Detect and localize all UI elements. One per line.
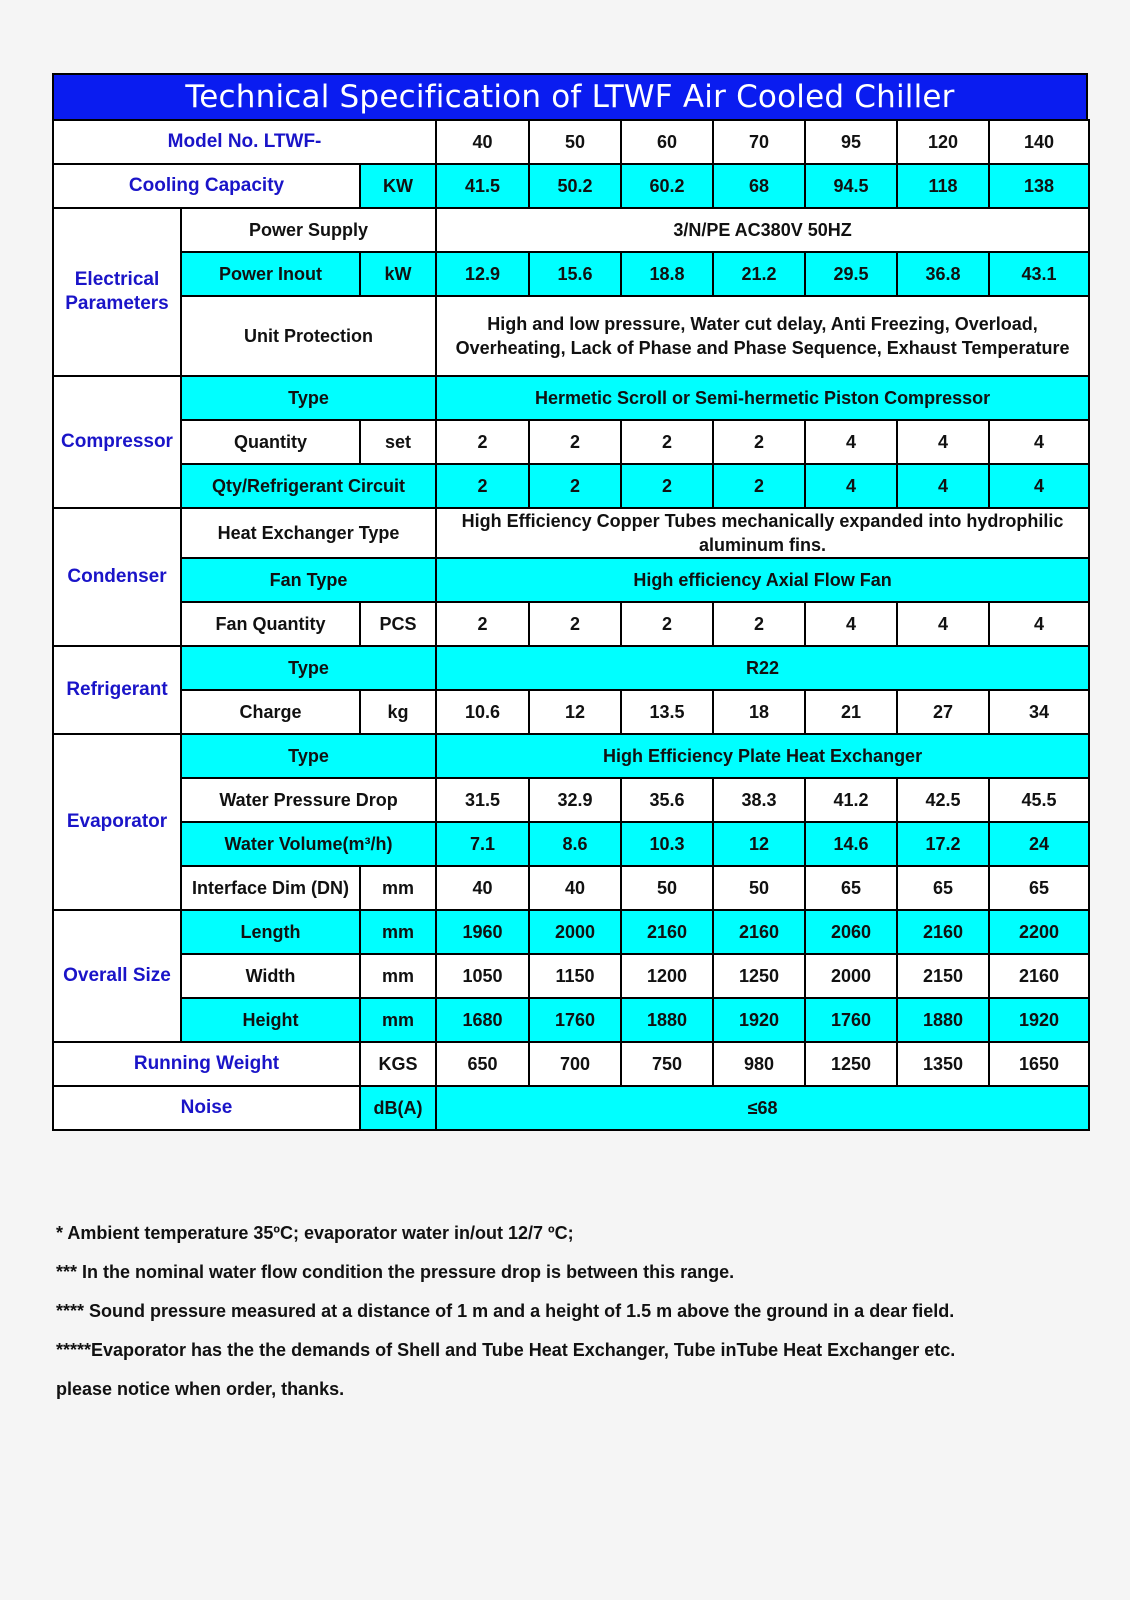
group-condenser: Condenser <box>53 508 181 646</box>
weight-value: 700 <box>529 1042 621 1086</box>
water-volume-label: Water Volume(m³/h) <box>181 822 436 866</box>
length-value: 2160 <box>713 910 805 954</box>
model-cell: 50 <box>529 120 621 164</box>
interface-label: Interface Dim (DN) <box>181 866 360 910</box>
model-cell: 140 <box>989 120 1089 164</box>
charge-label: Charge <box>181 690 360 734</box>
cooling-value: 138 <box>989 164 1089 208</box>
width-value: 1050 <box>436 954 529 998</box>
qty-circuit-value: 4 <box>805 464 897 508</box>
evaporator-type-value: High Efficiency Plate Heat Exchanger <box>436 734 1089 778</box>
length-value: 1960 <box>436 910 529 954</box>
model-cell: 60 <box>621 120 713 164</box>
fan-quantity-value: 2 <box>713 602 805 646</box>
pressure-drop-label: Water Pressure Drop <box>181 778 436 822</box>
compressor-type-value: Hermetic Scroll or Semi-hermetic Piston Compressor <box>436 376 1089 420</box>
row-length <box>53 910 1089 954</box>
row-compressor-type <box>53 376 1089 420</box>
cooling-label: Cooling Capacity <box>53 164 360 208</box>
length-value: 2060 <box>805 910 897 954</box>
fan-quantity-value: 2 <box>621 602 713 646</box>
fan-quantity-label: Fan Quantity <box>181 602 360 646</box>
noise-label: Noise <box>53 1086 360 1130</box>
spec-sheet <box>52 73 1088 1131</box>
compressor-quantity-value: 2 <box>621 420 713 464</box>
model-cell: 95 <box>805 120 897 164</box>
interface-value: 40 <box>436 866 529 910</box>
power-input-value: 36.8 <box>897 252 989 296</box>
cooling-value: 41.5 <box>436 164 529 208</box>
height-unit: mm <box>360 998 436 1042</box>
power-input-value: 29.5 <box>805 252 897 296</box>
length-label: Length <box>181 910 360 954</box>
width-value: 1150 <box>529 954 621 998</box>
power-input-unit: kW <box>360 252 436 296</box>
row-fan-type <box>53 558 1089 602</box>
row-refrigerant-type <box>53 646 1089 690</box>
weight-value: 650 <box>436 1042 529 1086</box>
charge-value: 18 <box>713 690 805 734</box>
fan-quantity-value: 2 <box>436 602 529 646</box>
fan-type-value: High efficiency Axial Flow Fan <box>436 558 1089 602</box>
interface-value: 50 <box>621 866 713 910</box>
power-input-value: 43.1 <box>989 252 1089 296</box>
group-evaporator: Evaporator <box>53 734 181 910</box>
weight-unit: KGS <box>360 1042 436 1086</box>
row-width <box>53 954 1089 998</box>
cooling-unit: KW <box>360 164 436 208</box>
compressor-quantity-label: Quantity <box>181 420 360 464</box>
fan-quantity-value: 4 <box>989 602 1089 646</box>
interface-value: 65 <box>897 866 989 910</box>
footnote: * Ambient temperature 35ºC; evaporator water in/out 12/7 ºC; <box>56 1223 574 1243</box>
row-fan-quantity <box>53 602 1089 646</box>
footnote: *****Evaporator has the the demands of Shell and Tube Heat Exchanger, Tube inTube Heat Exchanger etc. <box>56 1340 956 1360</box>
qty-circuit-value: 2 <box>436 464 529 508</box>
water-volume-value: 8.6 <box>529 822 621 866</box>
pressure-drop-value: 31.5 <box>436 778 529 822</box>
qty-circuit-value: 2 <box>713 464 805 508</box>
interface-value: 50 <box>713 866 805 910</box>
power-input-value: 12.9 <box>436 252 529 296</box>
qty-circuit-value: 4 <box>989 464 1089 508</box>
height-value: 1680 <box>436 998 529 1042</box>
length-value: 2200 <box>989 910 1089 954</box>
compressor-quantity-value: 4 <box>897 420 989 464</box>
unit-protection-label: Unit Protection <box>181 296 436 376</box>
pressure-drop-value: 35.6 <box>621 778 713 822</box>
compressor-quantity-value: 4 <box>805 420 897 464</box>
water-volume-value: 14.6 <box>805 822 897 866</box>
width-value: 2160 <box>989 954 1089 998</box>
weight-value: 1250 <box>805 1042 897 1086</box>
width-value: 1200 <box>621 954 713 998</box>
pressure-drop-value: 32.9 <box>529 778 621 822</box>
pressure-drop-value: 45.5 <box>989 778 1089 822</box>
height-value: 1880 <box>897 998 989 1042</box>
length-value: 2160 <box>621 910 713 954</box>
fan-quantity-value: 4 <box>805 602 897 646</box>
length-value: 2160 <box>897 910 989 954</box>
weight-value: 1650 <box>989 1042 1089 1086</box>
row-heat-exchanger-type <box>53 508 1089 558</box>
row-water-pressure-drop <box>53 778 1089 822</box>
interface-value: 65 <box>805 866 897 910</box>
height-value: 1880 <box>621 998 713 1042</box>
cooling-value: 60.2 <box>621 164 713 208</box>
noise-value: ≤68 <box>436 1086 1089 1130</box>
compressor-quantity-value: 4 <box>989 420 1089 464</box>
row-power-input <box>53 252 1089 296</box>
width-unit: mm <box>360 954 436 998</box>
fan-quantity-unit: PCS <box>360 602 436 646</box>
weight-label: Running Weight <box>53 1042 360 1086</box>
height-value: 1760 <box>805 998 897 1042</box>
power-input-label: Power Inout <box>181 252 360 296</box>
length-value: 2000 <box>529 910 621 954</box>
charge-value: 27 <box>897 690 989 734</box>
compressor-type-label: Type <box>181 376 436 420</box>
height-value: 1760 <box>529 998 621 1042</box>
weight-value: 1350 <box>897 1042 989 1086</box>
height-value: 1920 <box>713 998 805 1042</box>
qty-circuit-value: 2 <box>529 464 621 508</box>
water-volume-value: 17.2 <box>897 822 989 866</box>
compressor-quantity-value: 2 <box>713 420 805 464</box>
sheet-title: Technical Specification of LTWF Air Cooled Chiller <box>52 73 1088 119</box>
width-value: 2000 <box>805 954 897 998</box>
row-water-volume <box>53 822 1089 866</box>
row-power-supply <box>53 208 1089 252</box>
row-height <box>53 998 1089 1042</box>
group-refrigerant: Refrigerant <box>53 646 181 734</box>
height-value: 1920 <box>989 998 1089 1042</box>
pressure-drop-value: 41.2 <box>805 778 897 822</box>
power-input-value: 21.2 <box>713 252 805 296</box>
footnote: please notice when order, thanks. <box>56 1379 345 1399</box>
interface-value: 65 <box>989 866 1089 910</box>
power-supply-value: 3/N/PE AC380V 50HZ <box>436 208 1089 252</box>
cooling-value: 94.5 <box>805 164 897 208</box>
fan-quantity-value: 2 <box>529 602 621 646</box>
water-volume-value: 12 <box>713 822 805 866</box>
interface-value: 40 <box>529 866 621 910</box>
charge-value: 10.6 <box>436 690 529 734</box>
weight-value: 980 <box>713 1042 805 1086</box>
charge-value: 12 <box>529 690 621 734</box>
model-label: Model No. LTWF- <box>53 120 436 164</box>
width-value: 2150 <box>897 954 989 998</box>
compressor-quantity-value: 2 <box>529 420 621 464</box>
fan-type-label: Fan Type <box>181 558 436 602</box>
refrigerant-type-label: Type <box>181 646 436 690</box>
unit-protection-value: High and low pressure, Water cut delay, Anti Freezing, Overload, Overheating, Lack of Phase and Phase Sequence, Exhaust Temperature <box>436 296 1089 376</box>
width-label: Width <box>181 954 360 998</box>
compressor-quantity-value: 2 <box>436 420 529 464</box>
footnotes <box>56 1222 955 1417</box>
group-electrical: Electrical Parameters <box>53 208 181 376</box>
noise-unit: dB(A) <box>360 1086 436 1130</box>
footnote: *** In the nominal water flow condition the pressure drop is between this range. <box>56 1262 735 1282</box>
row-interface-dim <box>53 866 1089 910</box>
power-input-value: 18.8 <box>621 252 713 296</box>
hx-type-value: High Efficiency Copper Tubes mechanically expanded into hydrophilic aluminum fins. <box>436 508 1089 558</box>
water-volume-value: 10.3 <box>621 822 713 866</box>
qty-circuit-value: 2 <box>621 464 713 508</box>
power-supply-label: Power Supply <box>181 208 436 252</box>
row-running-weight <box>53 1042 1089 1086</box>
row-model <box>53 120 1089 164</box>
fan-quantity-value: 4 <box>897 602 989 646</box>
interface-unit: mm <box>360 866 436 910</box>
row-qty-refrigerant-circuit <box>53 464 1089 508</box>
row-cooling-capacity <box>53 164 1089 208</box>
footnote: **** Sound pressure measured at a distance of 1 m and a height of 1.5 m above the ground in a dear field. <box>56 1301 955 1321</box>
length-unit: mm <box>360 910 436 954</box>
row-evaporator-type <box>53 734 1089 778</box>
row-noise <box>53 1086 1089 1130</box>
evaporator-type-label: Type <box>181 734 436 778</box>
charge-value: 13.5 <box>621 690 713 734</box>
weight-value: 750 <box>621 1042 713 1086</box>
spec-table <box>52 119 1090 1131</box>
group-compressor: Compressor <box>53 376 181 508</box>
cooling-value: 68 <box>713 164 805 208</box>
row-charge <box>53 690 1089 734</box>
cooling-value: 50.2 <box>529 164 621 208</box>
charge-unit: kg <box>360 690 436 734</box>
width-value: 1250 <box>713 954 805 998</box>
qty-circuit-label: Qty/Refrigerant Circuit <box>181 464 436 508</box>
charge-value: 34 <box>989 690 1089 734</box>
model-cell: 120 <box>897 120 989 164</box>
water-volume-value: 7.1 <box>436 822 529 866</box>
model-cell: 70 <box>713 120 805 164</box>
qty-circuit-value: 4 <box>897 464 989 508</box>
charge-value: 21 <box>805 690 897 734</box>
row-unit-protection <box>53 296 1089 376</box>
pressure-drop-value: 38.3 <box>713 778 805 822</box>
group-overall-size: Overall Size <box>53 910 181 1042</box>
row-compressor-quantity <box>53 420 1089 464</box>
power-input-value: 15.6 <box>529 252 621 296</box>
cooling-value: 118 <box>897 164 989 208</box>
model-cell: 40 <box>436 120 529 164</box>
water-volume-value: 24 <box>989 822 1089 866</box>
height-label: Height <box>181 998 360 1042</box>
compressor-quantity-unit: set <box>360 420 436 464</box>
pressure-drop-value: 42.5 <box>897 778 989 822</box>
hx-type-label: Heat Exchanger Type <box>181 508 436 558</box>
refrigerant-type-value: R22 <box>436 646 1089 690</box>
